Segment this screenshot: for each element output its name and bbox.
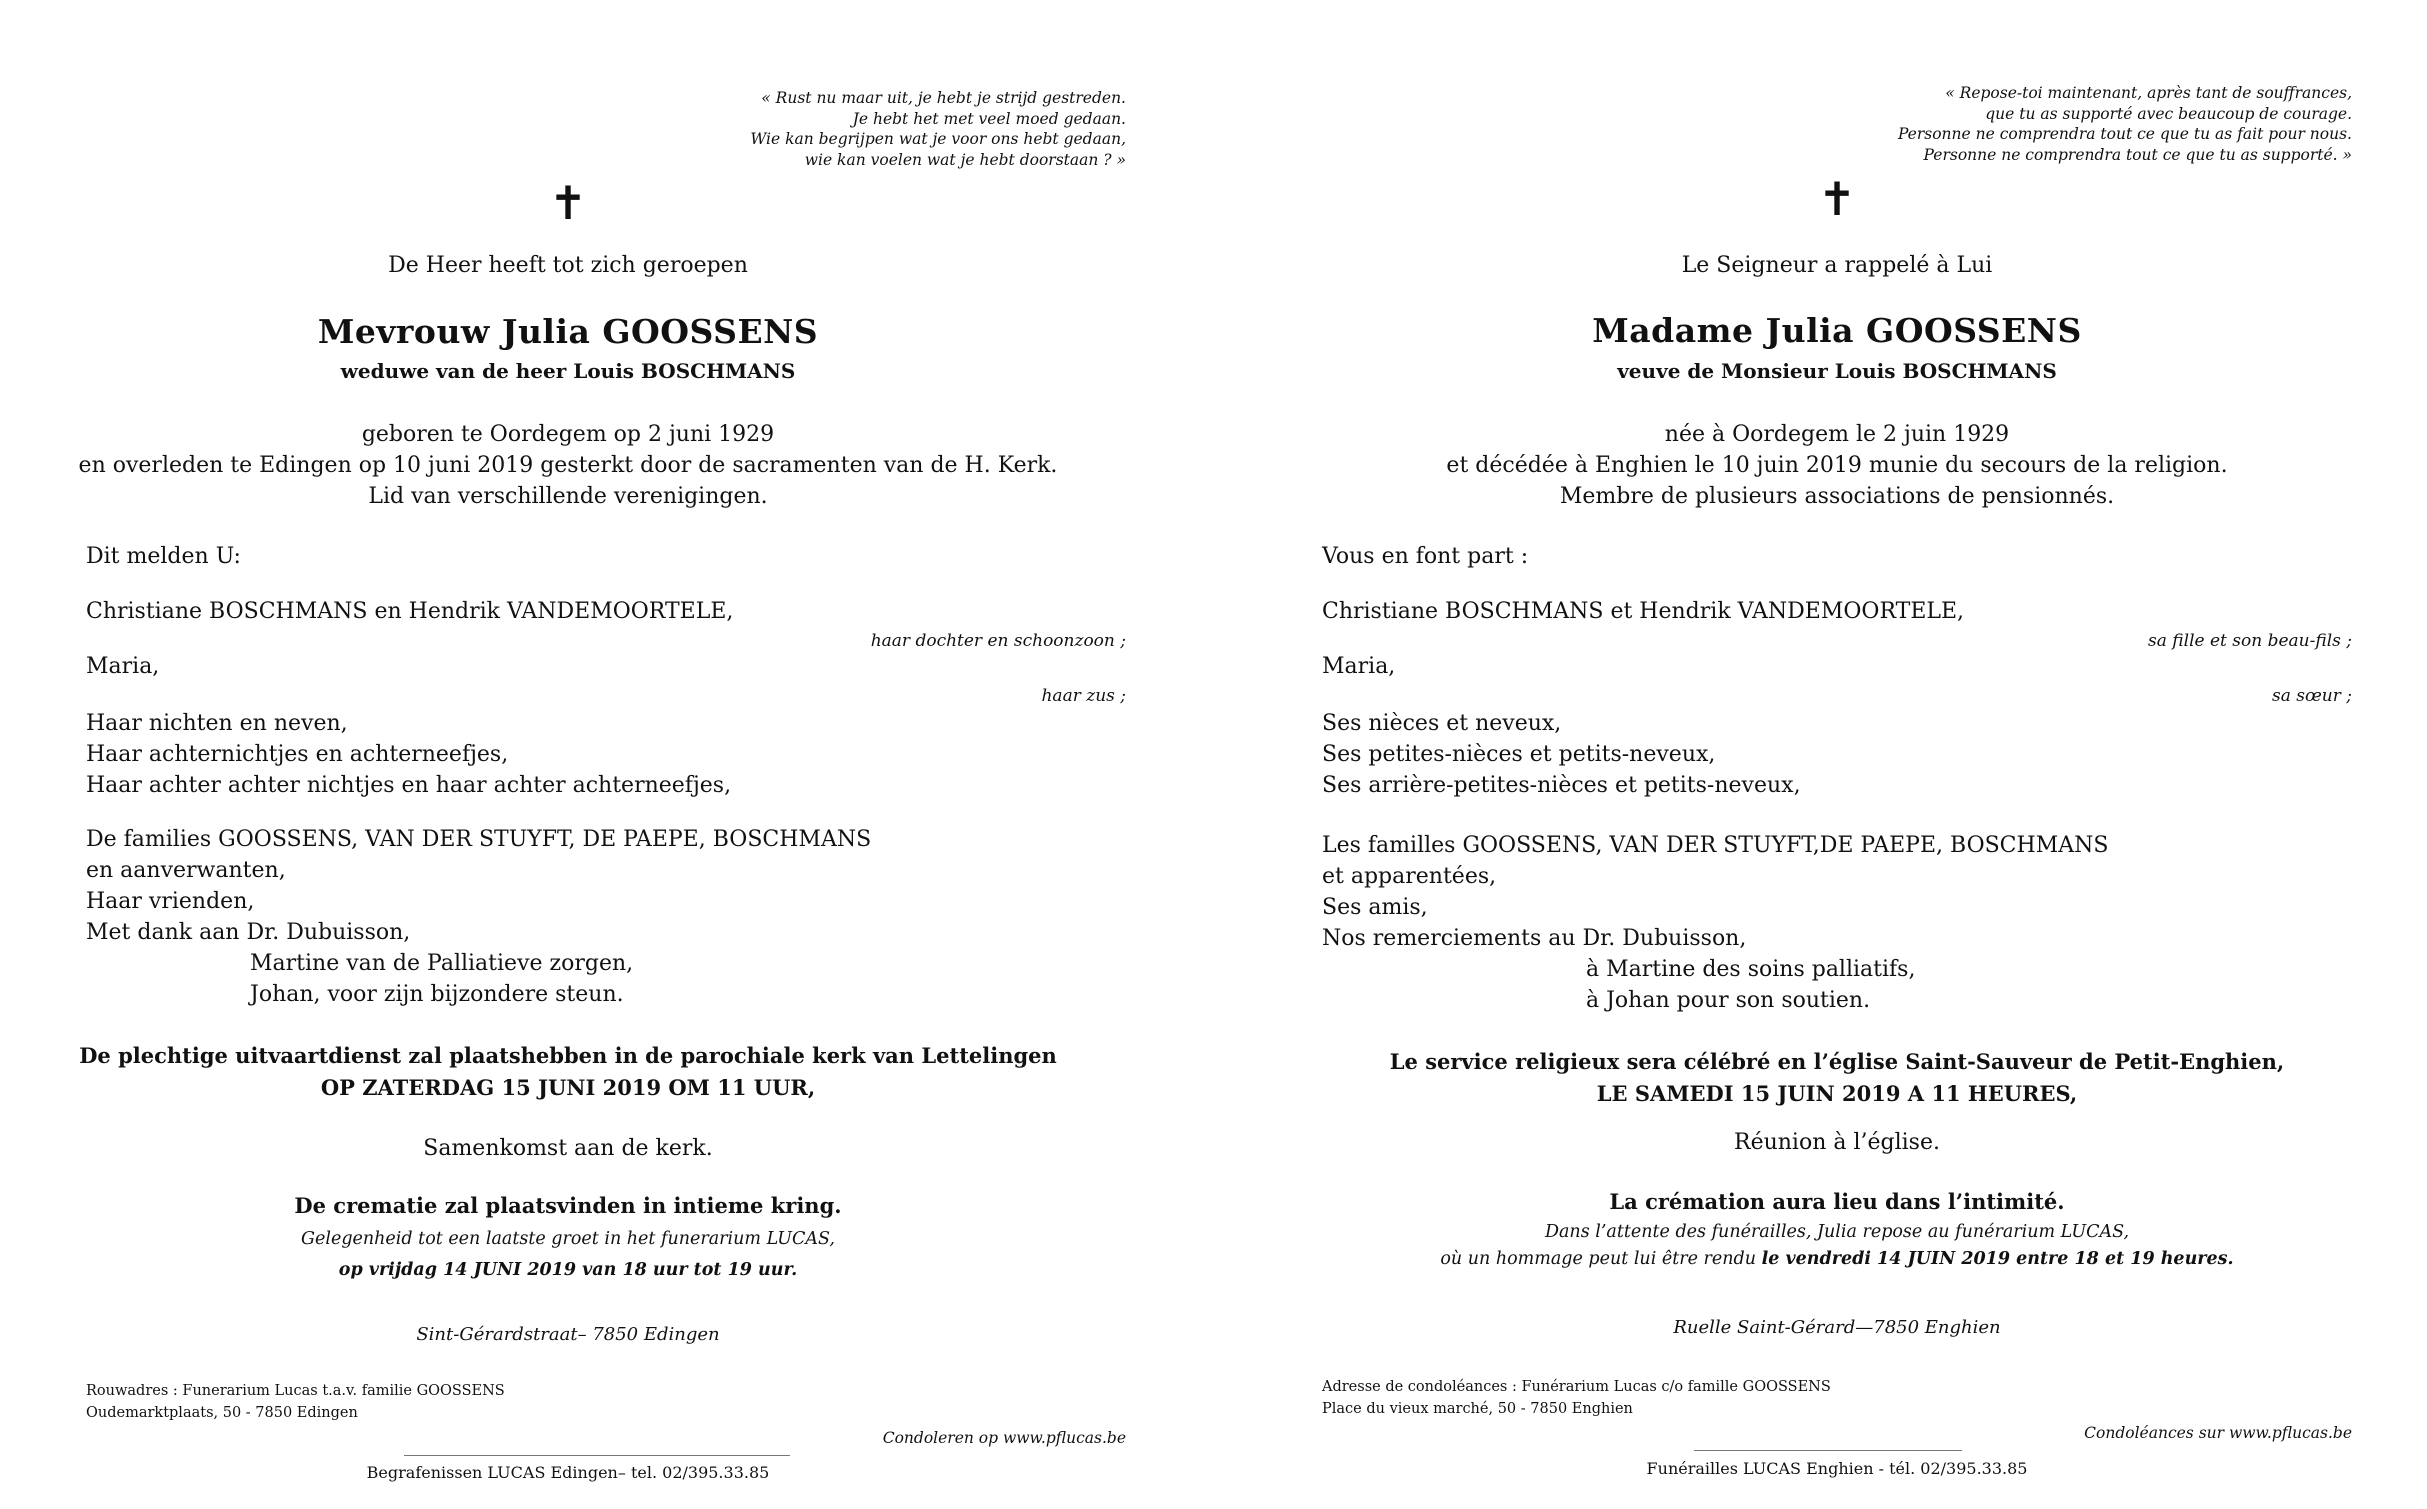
funeral-home: Begrafenissen LUCAS Edingen– tel. 02/395.33.85: [366, 1463, 770, 1482]
families: [86, 824, 871, 1010]
relatives-line: Haar achter achter nichtjes en haar achter achterneefjes,: [86, 773, 732, 798]
family-daughter: Christiane BOSCHMANS en Hendrik VANDEMOORTELE,: [86, 599, 734, 624]
thanks-line: à Martine des soins palliatifs,: [1586, 957, 1916, 982]
poem-line: Wie kan begrijpen wat je voor ons hebt gedaan,: [750, 130, 1126, 148]
dutch-announcement: [78, 0, 1126, 1509]
footer-address-line: Rouwadres : Funerarium Lucas t.a.v. familie GOOSSENS: [86, 1383, 505, 1399]
bio: [10, 419, 1126, 512]
meeting-line: Réunion à l’église.: [1734, 1130, 1940, 1155]
relatives-line: Ses petites-nièces et petits-neveux,: [1322, 742, 1716, 767]
thanks-line: Johan, voor zijn bijzondere steun.: [250, 982, 624, 1007]
footer-address: [1322, 1376, 1831, 1420]
poem-fr: [1898, 83, 2352, 165]
announce-line: Vous en font part :: [1322, 544, 1529, 569]
families-line: et apparentées,: [1322, 864, 1497, 889]
family-sister-relation: sa sœur ;: [2271, 686, 2352, 706]
family-sister: Maria,: [1322, 654, 1396, 679]
family-daughter: Christiane BOSCHMANS et Hendrik VANDEMOORTELE,: [1322, 599, 1965, 624]
poem-nl: [750, 88, 1126, 170]
street-address: Ruelle Saint-Gérard—7850 Enghien: [1673, 1317, 2001, 1338]
families-line: Les familles GOOSSENS, VAN DER STUYFT,DE PAEPE, BOSCHMANS: [1322, 833, 2109, 858]
bio-line: Membre de plusieurs associations de pensionnés.: [1559, 484, 2115, 509]
cremation-line: La crémation aura lieu dans l’intimité.: [1609, 1189, 2065, 1214]
widow-line: weduwe van de heer Louis BOSCHMANS: [340, 359, 796, 383]
called-line: De Heer heeft tot zich geroepen: [388, 253, 748, 278]
family-sister: Maria,: [86, 654, 160, 679]
footer-address: [86, 1380, 505, 1424]
deceased-name: Madame Julia GOOSSENS: [1592, 311, 2082, 350]
relatives: [1322, 708, 1801, 801]
families-line: Nos remerciements au Dr. Dubuisson,: [1322, 926, 1747, 951]
families-line: Met dank aan Dr. Dubuisson,: [86, 920, 411, 945]
condolence-link[interactable]: Condoléances sur www.pflucas.be: [2084, 1424, 2352, 1442]
relatives-line: Ses arrière-petites-nièces et petits-neveux,: [1322, 773, 1801, 798]
bio-line: en overleden te Edingen op 10 juni 2019 gesterkt door de sacramenten van de H. Kerk.: [78, 453, 1058, 478]
visit-line: Gelegenheid tot een laatste groet in het funerarium LUCAS,: [301, 1229, 835, 1249]
poem-line: Je hebt het met veel moed gedaan.: [852, 109, 1126, 128]
families: [1322, 830, 2108, 1016]
visit-time-line: [1322, 1247, 2352, 1271]
service-info: [1322, 1046, 2352, 1110]
called-line: Le Seigneur a rappelé à Lui: [1681, 253, 1993, 278]
thanks-line: à Johan pour son soutien.: [1586, 988, 1871, 1013]
family-daughter-relation: sa fille et son beau-fils ;: [2148, 631, 2352, 651]
visit-line: Dans l’attente des funérailles, Julia repose au funérarium LUCAS,: [1544, 1222, 2130, 1242]
poem-line: Personne ne comprendra tout ce que tu as supporté. »: [1923, 145, 2352, 164]
family-sister-relation: haar zus ;: [1041, 686, 1126, 706]
french-announcement: [1322, 0, 2352, 1509]
thanks-line: Martine van de Palliatieve zorgen,: [250, 951, 634, 976]
visit-time: op vrijdag 14 JUNI 2019 van 18 uur tot 19 uur.: [338, 1260, 798, 1280]
family-daughter-relation: haar dochter en schoonzoon ;: [870, 631, 1126, 651]
footer-address-line: Oudemarktplaats, 50 - 7850 Edingen: [86, 1405, 358, 1421]
relatives-line: Ses nièces et neveux,: [1322, 711, 1562, 736]
cross-icon: ✝: [548, 176, 588, 230]
footer-address-line: Place du vieux marché, 50 - 7850 Enghien: [1322, 1401, 1633, 1417]
poem-line: que tu as supporté avec beaucoup de courage.: [1985, 104, 2352, 123]
service-line: Le service religieux sera célébré en l’église Saint-Sauveur de Petit-Enghien,: [1389, 1049, 2285, 1074]
service-date: LE SAMEDI 15 JUIN 2019 A 11 HEURES,: [1596, 1081, 2078, 1106]
funeral-home: Funérailles LUCAS Enghien - tél. 02/395.33.85: [1646, 1459, 2028, 1478]
cross-icon: ✝: [1817, 172, 1857, 226]
families-line: Haar vrienden,: [86, 889, 255, 914]
poem-line: wie kan voelen wat je hebt doorstaan ? »: [804, 150, 1126, 169]
street-address: Sint-Gérardstraat– 7850 Edingen: [416, 1324, 720, 1345]
families-line: De families GOOSSENS, VAN DER STUYFT, DE PAEPE, BOSCHMANS: [86, 827, 872, 852]
poem-line: « Repose-toi maintenant, après tant de souffrances,: [1945, 84, 2352, 102]
visit-time: le vendredi 14 JUIN 2019 entre 18 et 19 heures.: [1761, 1249, 2234, 1269]
footer-address-line: Adresse de condoléances : Funérarium Lucas c/o famille GOOSSENS: [1322, 1379, 1831, 1395]
meeting-line: Samenkomst aan de kerk.: [423, 1136, 713, 1161]
families-line: en aanverwanten,: [86, 858, 286, 883]
bio-line: née à Oordegem le 2 juin 1929: [1664, 422, 2010, 447]
bio-line: Lid van verschillende verenigingen.: [368, 484, 768, 509]
cremation-line: De crematie zal plaatsvinden in intieme kring.: [294, 1193, 842, 1218]
service-info: [10, 1040, 1126, 1104]
bio-line: geboren te Oordegem op 2 juni 1929: [361, 422, 775, 447]
families-line: Ses amis,: [1322, 895, 1428, 920]
poem-line: « Rust nu maar uit, je hebt je strijd gestreden.: [761, 89, 1126, 107]
deceased-name: Mevrouw Julia GOOSSENS: [317, 312, 819, 351]
relatives-line: Haar achternichtjes en achterneefjes,: [86, 742, 509, 767]
bio: [1322, 419, 2352, 512]
condolence-link[interactable]: Condoleren op www.pflucas.be: [882, 1429, 1126, 1447]
service-line: De plechtige uitvaartdienst zal plaatshebben in de parochiale kerk van Lettelingen: [79, 1043, 1057, 1068]
divider: [1694, 1450, 1962, 1451]
relatives-line: Haar nichten en neven,: [86, 711, 348, 736]
bio-line: et décédée à Enghien le 10 juin 2019 munie du secours de la religion.: [1446, 453, 2228, 478]
widow-line: veuve de Monsieur Louis BOSCHMANS: [1617, 359, 2057, 383]
relatives: [86, 708, 731, 801]
service-date: OP ZATERDAG 15 JUNI 2019 OM 11 UUR,: [320, 1075, 816, 1100]
poem-line: Personne ne comprendra tout ce que tu as fait pour nous.: [1897, 125, 2352, 143]
announce-line: Dit melden U:: [86, 544, 241, 569]
visit-prefix: où un hommage peut lui être rendu: [1440, 1249, 1757, 1269]
divider: [404, 1455, 790, 1456]
